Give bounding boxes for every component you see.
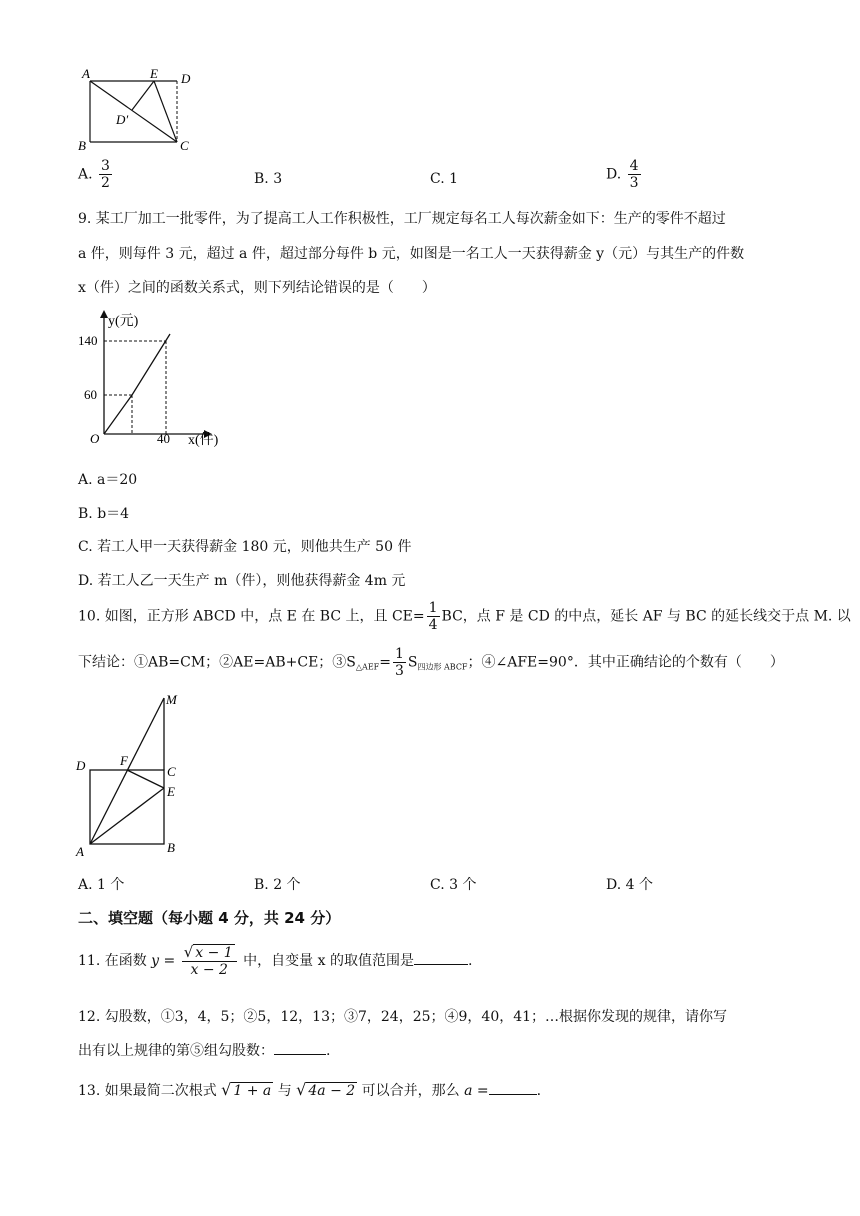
- answer-blank[interactable]: [489, 1094, 537, 1095]
- q10-option-c: C. 3 个: [430, 877, 477, 893]
- label-D: D: [76, 758, 86, 773]
- x-axis-label: x(件): [188, 433, 219, 448]
- y-axis-label: y(元): [108, 314, 139, 329]
- q10-option-b: B. 2 个: [254, 877, 301, 893]
- y-tick-60: 60: [84, 387, 97, 402]
- salary-graph: [78, 308, 248, 450]
- q8-option-c: C. 1: [430, 171, 459, 187]
- label-D: D: [181, 71, 191, 86]
- q10-stem-line-1: 10. 如图，正方形 ABCD 中，点 E 在 BC 上，且 CE= $\frac{1}{4}$ BC，点 F 是 CD 的中点，延长 AF 与 BC 的延长线交于点 M. 以: [78, 600, 851, 634]
- fraction: $\frac{1}{3}$: [394, 646, 404, 680]
- q9-stem-line-1: 9. 某工厂加工一批零件，为了提高工人工作积极性，工厂规定每名工人每次薪金如下：生产的零件不超过: [78, 211, 726, 227]
- label-C: C: [180, 138, 189, 153]
- q12-line-2: 出有以上规律的第⑤组勾股数： .: [78, 1043, 331, 1059]
- label-A: A: [76, 844, 84, 859]
- fraction: $\frac{1}{4}$: [428, 600, 438, 634]
- label-A: A: [82, 66, 90, 81]
- q9-stem-line-2: a 件，则每件 3 元，超过 a 件，超过部分每件 b 元，如图是一名工人一天获得薪金 y（元）与其生产的件数: [78, 246, 745, 262]
- section-heading: 二、填空题（每小题 4 分，共 24 分）: [78, 909, 341, 927]
- q10-stem-line-2: 下结论：①AB=CM；②AE=AB+CE；$③S_{\triangle AEF}=$ $\frac{1}{3}$ $S_{四边形 ABCF}$；④∠AFE=90°．其中正确结论的个数有（ ）: [78, 646, 784, 680]
- origin-label: O: [90, 431, 100, 446]
- label-M: M: [166, 692, 177, 707]
- label-C: C: [167, 764, 176, 779]
- rectangle-fold-figure: [74, 66, 204, 156]
- q8-option-a: A. $\frac{3}{2}$: [78, 158, 110, 192]
- q10-option-d: D. 4 个: [606, 877, 653, 893]
- q10-option-a: A. 1 个: [78, 877, 125, 893]
- q8-option-d: D. $\frac{4}{3}$: [606, 158, 639, 192]
- label-E: E: [150, 66, 158, 81]
- fraction: $\frac{4}{3}$: [629, 158, 639, 192]
- label-D-prime: D′: [116, 112, 129, 127]
- q12-line-1: 12. 勾股数，①3，4，5；②5，12，13；③7，24，25；④9，40，41；…根据你发现的规律，请你写: [78, 1009, 728, 1025]
- fraction: $\frac{√ x - 1}{x - 2}$: [182, 944, 237, 978]
- label-B: B: [78, 138, 86, 153]
- q9-option-b: B. b＝4: [78, 506, 130, 522]
- q9-option-d: D. 若工人乙一天生产 m（件），则他获得薪金 4m 元: [78, 573, 406, 589]
- answer-blank[interactable]: [274, 1054, 326, 1055]
- answer-blank[interactable]: [414, 964, 468, 965]
- q9-option-c: C. 若工人甲一天获得薪金 180 元，则他共生产 50 件: [78, 539, 412, 555]
- label-E: E: [167, 784, 175, 799]
- label-B: B: [167, 840, 175, 855]
- square-figure: [72, 690, 192, 860]
- y-tick-140: 140: [78, 333, 98, 348]
- fraction: $\frac{3}{2}$: [101, 158, 110, 192]
- q9-option-a: A. a＝20: [78, 472, 138, 488]
- label-F: F: [120, 753, 128, 768]
- q11: 11. 在函数 y = $\frac{√ x - 1}{x - 2}$ 中，自变量 x 的取值范围是 .: [78, 943, 473, 979]
- q13: 13. 如果最简二次根式 √ 1 + a 与 √ 4a − 2 可以合并，那么 a = .: [78, 1080, 542, 1099]
- q8-option-b: B. 3: [254, 171, 283, 187]
- x-tick-40: 40: [157, 431, 170, 446]
- q9-stem-line-3: x（件）之间的函数关系式，则下列结论错误的是（ ）: [78, 280, 436, 296]
